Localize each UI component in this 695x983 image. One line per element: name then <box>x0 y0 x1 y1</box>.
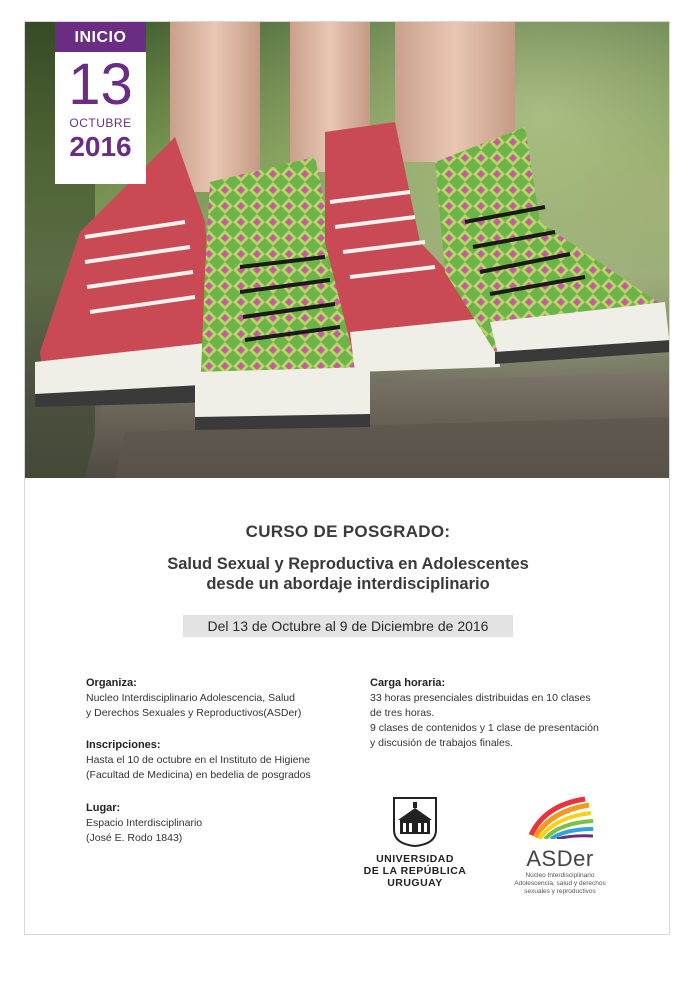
university-building-icon <box>392 796 438 848</box>
carga-line: 33 horas presenciales distribuidas en 10 clases <box>370 692 591 704</box>
udelar-logo <box>355 796 475 889</box>
badge-day: 13 <box>68 52 133 117</box>
carga-line: de tres horas. <box>370 707 435 719</box>
inscripciones-heading: Inscripciones: <box>86 739 161 751</box>
udelar-line: UNIVERSIDAD <box>376 853 454 865</box>
course-title-line1: Salud Sexual y Reproductiva en Adolescentes <box>167 555 529 573</box>
inscripciones-line: Hasta el 10 de octubre en el Instituto de Higiene <box>86 754 311 766</box>
course-kicker: CURSO DE POSGRADO: <box>245 522 451 541</box>
lugar-line: (José E. Rodo 1843) <box>86 832 183 844</box>
start-date-badge <box>55 22 146 184</box>
course-date-range: Del 13 de Octubre al 9 de Diciembre de 2016 <box>183 615 513 637</box>
poster <box>24 21 670 935</box>
badge-year: 2016 <box>69 131 132 162</box>
organiza-block <box>86 676 301 721</box>
asder-tag-line: Adolescencia, salud y derechos <box>514 880 606 887</box>
course-title-line2: desde un abordaje interdisciplinario <box>206 575 490 593</box>
asder-logo <box>505 795 615 896</box>
inscripciones-block <box>86 738 311 783</box>
organiza-heading: Organiza: <box>86 677 137 689</box>
badge-label: INICIO <box>55 22 146 52</box>
course-title <box>25 554 670 594</box>
badge-month: OCTUBRE <box>69 116 132 130</box>
organiza-line: y Derechos Sexuales y Reproductivos(ASDer) <box>86 707 302 719</box>
lugar-block <box>86 801 202 846</box>
udelar-line: URUGUAY <box>387 877 443 889</box>
asder-tag-line: Núcleo Interdisciplinario <box>525 872 595 879</box>
sneakers-photo <box>25 22 670 478</box>
asder-swoosh-icon <box>525 795 595 839</box>
lugar-heading: Lugar: <box>86 802 121 814</box>
carga-block <box>370 676 599 751</box>
carga-line: y discusión de trabajos finales. <box>370 737 513 749</box>
organiza-line: Nucleo Interdisciplinario Adolescencia, Salud <box>86 692 295 704</box>
carga-heading: Carga horaria: <box>370 677 446 689</box>
lugar-line: Espacio Interdisciplinario <box>86 817 203 829</box>
asder-tag-line: sexuales y reproductivos <box>524 888 596 895</box>
udelar-line: DE LA REPÚBLICA <box>363 865 467 877</box>
inscripciones-line: (Facultad de Medicina) en bedelia de posgrados <box>86 769 311 781</box>
asder-name: ASDer <box>526 846 594 871</box>
carga-line: 9 clases de contenidos y 1 clase de presentación <box>370 722 599 734</box>
